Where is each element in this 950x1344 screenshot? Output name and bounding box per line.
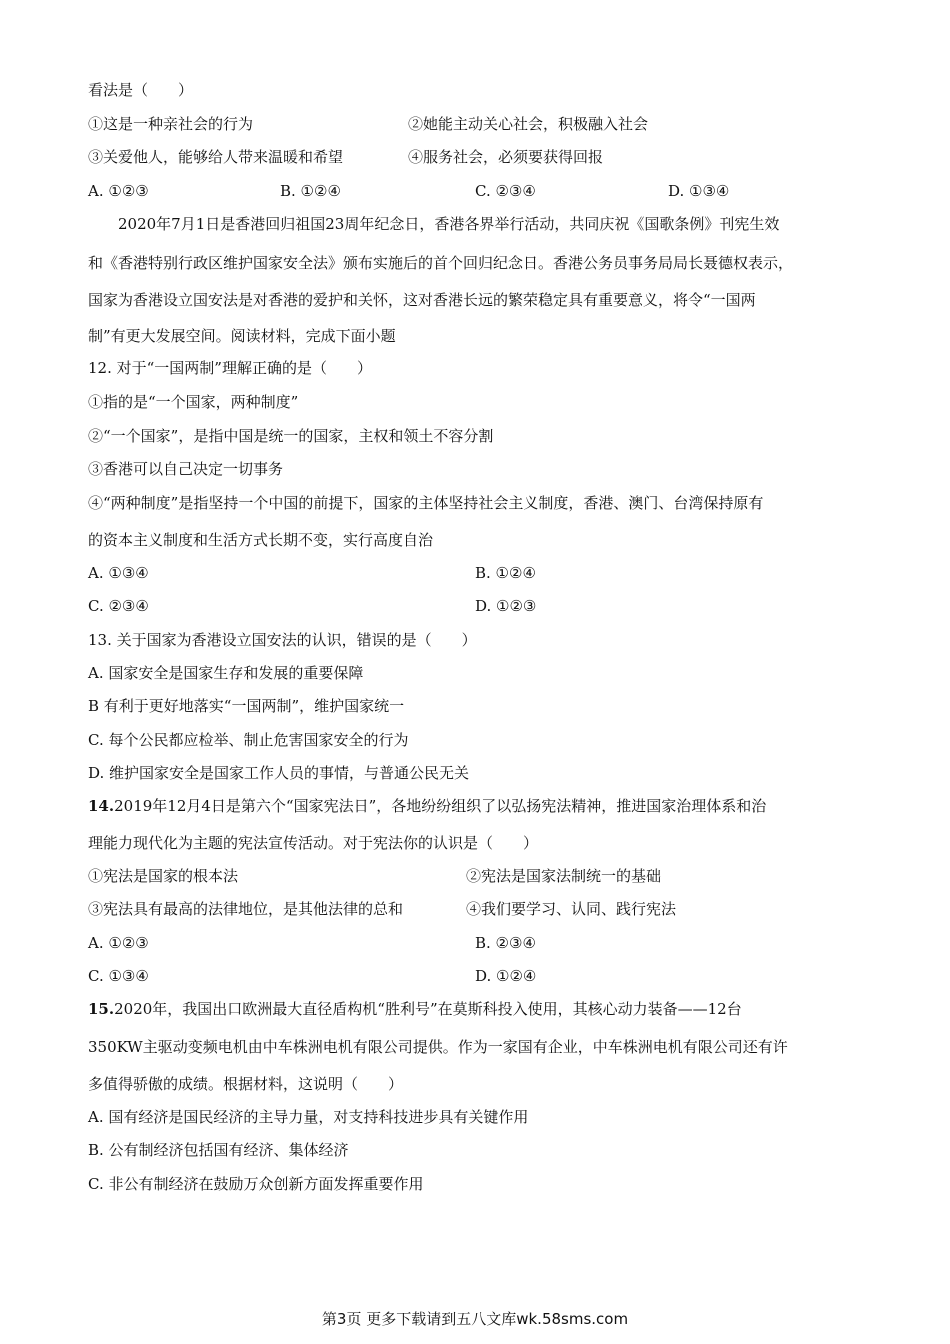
q13-stem: 13. 关于国家为香港设立国安法的认识，错误的是（ ）: [88, 631, 477, 649]
material-line-3: 国家为香港设立国安法是对香港的爱护和关怀，这对香港长远的繁荣稳定具有重要意义，将令“一国两: [88, 291, 756, 309]
q12-item-4-cont: 的资本主义制度和生活方式长期不变，实行高度自治: [88, 531, 434, 549]
material-line-4: 制”有更大发展空间。阅读材料，完成下面小题: [88, 327, 396, 345]
q12-item-2: ②“一个国家”，是指中国是统一的国家，主权和领土不容分割: [88, 427, 494, 445]
q12-option-b: B. ①②④: [475, 564, 536, 582]
q15-number: 15.: [88, 1000, 115, 1018]
q14-number: 14.: [88, 797, 115, 815]
q12-item-3: ③香港可以自己决定一切事务: [88, 460, 284, 478]
q14-item-2: ②宪法是国家法制统一的基础: [466, 867, 662, 885]
q12-item-4: ④“两种制度”是指坚持一个中国的前提下，国家的主体坚持社会主义制度，香港、澳门、台湾保持原有: [88, 494, 764, 512]
q14-option-c: C. ①③④: [88, 967, 149, 985]
q15-line-3: 多值得骄傲的成绩。根据材料，这说明（ ）: [88, 1075, 404, 1093]
q11-item-4: ④服务社会，必须要获得回报: [408, 148, 604, 166]
q12-option-c: C. ②③④: [88, 597, 149, 615]
q11-option-a: A. ①②③: [88, 182, 149, 200]
material-line-1: 2020年7月1日是香港回归祖国23周年纪念日，香港各界举行活动，共同庆祝《国歌条例》刊宪生效: [118, 215, 780, 233]
q13-option-b: B 有利于更好地落实“一国两制”，维护国家统一: [88, 697, 405, 715]
q11-option-b: B. ①②④: [280, 182, 341, 200]
q11-option-c: C. ②③④: [475, 182, 536, 200]
q14-item-1: ①宪法是国家的根本法: [88, 867, 239, 885]
q15-option-b: B. 公有制经济包括国有经济、集体经济: [88, 1141, 349, 1159]
q13-option-a: A. 国家安全是国家生存和发展的重要保障: [88, 664, 364, 682]
q12-stem: 12. 对于“一国两制”理解正确的是（ ）: [88, 359, 372, 377]
material-line-2: 和《香港特别行政区维护国家安全法》颁布实施后的首个回归纪念日。香港公务员事务局局长聂德权表示，: [88, 254, 794, 272]
q14-item-3: ③宪法具有最高的法律地位，是其他法律的总和: [88, 900, 404, 918]
q11-stem-end: 看法是（ ）: [88, 81, 194, 99]
q15-line-2: 350KW主驱动变频电机由中车株洲电机有限公司提供。作为一家国有企业，中车株洲电机有限公司还有许: [88, 1038, 788, 1056]
q13-option-c: C. 每个公民都应检举、制止危害国家安全的行为: [88, 731, 409, 749]
q15-option-c: C. 非公有制经济在鼓励万众创新方面发挥重要作用: [88, 1175, 424, 1193]
q15-text-1: 2020年，我国出口欧洲最大直径盾构机“胜利号”在莫斯科投入使用，其核心动力装备——12台: [114, 1000, 742, 1018]
q15-option-a: A. 国有经济是国民经济的主导力量，对支持科技进步具有关键作用: [88, 1108, 529, 1126]
q14-option-b: B. ②③④: [475, 934, 536, 952]
q14-option-d: D. ①②④: [475, 967, 537, 985]
q11-option-d: D. ①③④: [668, 182, 730, 200]
page-footer: 第3页 更多下载请到五八文库wk.58sms.com: [321, 1310, 629, 1328]
q12-option-a: A. ①③④: [88, 564, 149, 582]
q11-item-2: ②她能主动关心社会，积极融入社会: [408, 115, 649, 133]
q14-line-2: 理能力现代化为主题的宪法宣传活动。对于宪法你的认识是（ ）: [88, 834, 539, 852]
q14-line-1: [88, 796, 766, 816]
q14-option-a: A. ①②③: [88, 934, 149, 952]
q13-option-d: D. 维护国家安全是国家工作人员的事情，与普通公民无关: [88, 764, 470, 782]
q15-line-1: [88, 999, 742, 1019]
q12-option-d: D. ①②③: [475, 597, 537, 615]
q14-text-1: 2019年12月4日是第六个“国家宪法日”，各地纷纷组织了以弘扬宪法精神，推进国家治理体系和治: [114, 797, 767, 815]
q11-item-3: ③关爱他人，能够给人带来温暖和希望: [88, 148, 344, 166]
q14-item-4: ④我们要学习、认同、践行宪法: [466, 900, 677, 918]
q12-item-1: ①指的是“一个国家，两种制度”: [88, 393, 299, 411]
q11-item-1: ①这是一种亲社会的行为: [88, 115, 254, 133]
